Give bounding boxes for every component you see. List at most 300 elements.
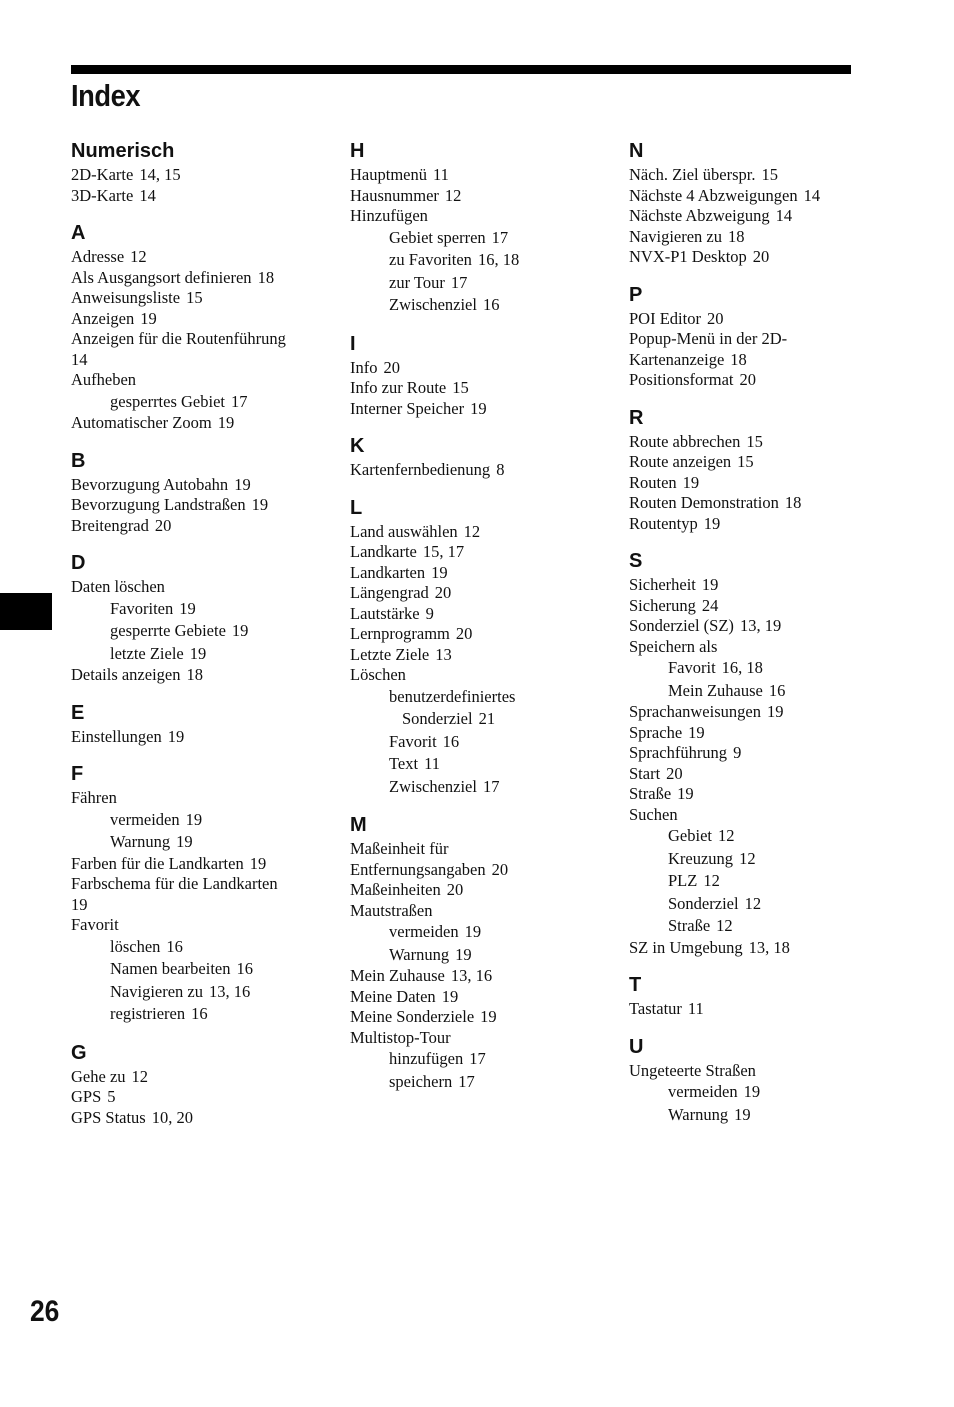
index-entry [629,702,889,723]
entry-page-refs: 19 [441,986,459,1006]
entry-page-refs: 19 [431,562,448,582]
entry-term: Sprachführung [629,743,728,762]
entry-term: Landkarte [350,542,417,561]
entry-term: Namen bearbeiten [110,959,231,978]
index-entry [350,880,610,901]
index-subentry [350,686,610,709]
index-section [350,495,610,799]
entry-page-refs: 15 [746,431,763,451]
index-subentry [71,620,331,643]
entry-term: 14 [71,349,88,369]
index-entry [629,493,889,514]
entry-page-refs: 20 [491,859,509,879]
entry-term: Breitengrad [71,515,149,535]
index-subentry [350,776,610,799]
entry-page-refs: 19 [682,472,700,492]
index-subentry [71,391,331,414]
entry-term: Fähren [71,788,117,807]
index-section [629,972,889,1020]
index-entry [629,370,889,391]
index-column-2 [350,138,610,1107]
index-section [71,1040,331,1129]
entry-term: Maßeinheiten [350,880,441,899]
entry-term: Gebiet sperren [389,227,486,247]
index-entry [350,901,610,922]
entry-page-refs: 16, 18 [721,658,763,677]
entry-page-refs: 19 [677,784,694,803]
index-subentry [629,848,889,871]
entry-term: PLZ [668,871,698,890]
entry-term: Routen Demonstration [629,493,779,512]
index-entry [350,583,610,604]
entry-term: Hauptmenü [350,165,427,184]
index-subentry [629,825,889,848]
index-section [629,548,889,958]
entry-term: 3D-Karte [71,185,134,205]
index-entry [629,637,889,658]
entry-term: Lautstärke [350,603,420,623]
entry-page-refs: 20 [383,357,400,377]
entry-term: Daten löschen [71,577,165,596]
entry-term: Löschen [350,665,406,684]
section-heading: F [71,763,84,785]
index-entry [629,616,889,637]
entry-page-refs: 17 [491,227,509,247]
index-entry [350,206,610,227]
entry-page-refs: 12 [703,871,720,890]
entry-page-refs: 20 [706,308,724,328]
index-entry [629,999,889,1020]
section-heading: N [629,140,644,162]
index-subentry [71,809,331,832]
entry-term: Info [350,357,378,377]
entry-page-refs: 18 [257,267,275,287]
index-entry [350,839,610,860]
entry-term: Hausnummer [350,185,439,205]
entry-page-refs: 9 [425,603,434,623]
index-entry [629,473,889,494]
entry-page-refs: 13, 19 [739,616,782,635]
index-entry [350,378,610,399]
entry-page-refs: 16 [442,731,460,751]
index-entry [350,358,610,379]
index-subentry [350,731,610,754]
index-entry [71,874,331,895]
entry-term: Automatischer Zoom [71,413,212,432]
entry-page-refs: 18 [728,226,745,246]
index-subentry [71,958,331,981]
entry-term: Text [389,754,419,773]
section-heading: K [350,435,365,457]
entry-term: Interner Speicher [350,398,465,418]
entry-page-refs: 12 [717,826,735,845]
section-heading: G [71,1041,87,1064]
entry-term: registrieren [110,1004,186,1023]
index-subentry [350,1048,610,1071]
index-entry [350,542,610,563]
index-entry [71,329,331,350]
index-entry [629,206,889,227]
index-entry [350,987,610,1008]
entry-page-refs: 19 [701,575,719,594]
entry-page-refs: 12 [463,521,481,541]
entry-term: Suchen [629,804,678,824]
entry-page-refs: 12 [716,916,733,935]
entry-term: Straße [629,784,672,803]
entry-term: Anzeigen für die Routenführung [71,329,286,348]
entry-term: SZ in Umgebung [629,937,743,957]
entry-term: Sicherung [629,595,696,615]
entry-term: Speichern als [629,636,718,656]
index-section [350,433,610,481]
entry-term: Als Ausgangsort definieren [71,267,252,287]
entry-page-refs: 13, 18 [748,937,790,957]
entry-term: zur Tour [389,272,445,292]
entry-term: Warnung [668,1104,729,1124]
entry-term: Sonderziel [402,709,473,728]
entry-term: Favoriten [110,598,174,618]
entry-page-refs: 15 [761,165,778,184]
section-heading: H [350,140,365,162]
entry-term: vermeiden [110,809,180,829]
entry-term: POI Editor [629,308,701,328]
entry-page-refs: 19 [455,944,472,964]
index-entry [71,915,331,936]
entry-page-refs: 20 [154,515,172,535]
index-entry [629,784,889,805]
entry-page-refs: 19 [470,398,487,418]
index-subentry [629,1104,889,1127]
index-entry [71,516,331,537]
index-subentry [629,1081,889,1104]
section-heading: D [71,552,86,574]
section-heading: S [629,550,643,572]
index-entry [629,723,889,744]
index-entry [71,370,331,391]
entry-term: GPS [71,1087,102,1106]
entry-page-refs: 19 [703,513,721,533]
entry-term: Route abbrechen [629,431,741,451]
entry-term: Sonderziel [668,893,739,913]
entry-page-refs: 12 [130,247,147,266]
entry-page-refs: 18 [730,349,747,369]
index-subentry [629,657,889,680]
entry-page-refs: 19 [766,702,784,721]
entry-term: Tastatur [629,999,682,1018]
index-entry [629,186,889,207]
entry-term: Näch. Ziel überspr. [629,165,756,184]
entry-term: gesperrtes Gebiet [110,391,225,411]
entry-term: Einstellungen [71,726,162,746]
index-entry [629,1061,889,1082]
index-column-1 [71,138,331,1142]
index-entry [350,522,610,543]
index-entry [629,247,889,268]
entry-term: Route anzeigen [629,452,732,471]
entry-term: Warnung [389,944,450,964]
entry-page-refs: 11 [687,999,704,1018]
entry-page-refs: 12 [739,848,756,868]
page-title: Index [71,78,141,113]
index-entry [71,1067,331,1088]
entry-term: Mein Zuhause [668,680,763,700]
index-entry [71,288,331,309]
entry-page-refs: 19 [185,809,203,829]
index-entry [350,645,610,666]
entry-page-refs: 17 [469,1049,486,1068]
entry-term: Mein Zuhause [350,966,445,985]
entry-term: Anweisungsliste [71,288,181,307]
entry-page-refs: 12 [444,185,462,205]
index-entry [71,309,331,330]
entry-term: Details anzeigen [71,665,181,684]
entry-page-refs: 11 [424,754,440,773]
entry-term: Multistop-Tour [350,1027,451,1047]
entry-term: Bevorzugung Landstraßen [71,495,246,514]
index-entry [71,665,331,686]
index-entry [629,938,889,959]
index-entry [71,165,331,186]
entry-term: letzte Ziele [110,643,184,663]
entry-term: Farben für die Landkarten [71,853,244,873]
index-subentry [629,915,889,938]
index-subentry [71,831,331,854]
index-subentry [71,1003,331,1026]
entry-page-refs: 16 [482,295,500,314]
entry-page-refs: 19 [179,598,196,618]
entry-term: hinzufügen [389,1049,464,1068]
entry-page-refs: 14 [775,206,793,225]
entry-page-refs: 19 [234,474,251,494]
entry-page-refs: 20 [434,583,452,602]
section-heading: U [629,1035,644,1058]
entry-page-refs: 17 [482,776,500,796]
index-section [71,700,331,748]
entry-term: Gehe zu [71,1066,126,1086]
entry-page-refs: 8 [496,460,505,479]
index-section [350,331,610,420]
entry-page-refs: 19 [464,922,482,941]
entry-term: vermeiden [668,1082,738,1101]
entry-page-refs: 19 [189,643,207,663]
entry-term: Sprachanweisungen [629,702,761,721]
index-subentry [350,1071,610,1094]
page-number: 26 [30,1295,60,1328]
index-entry [71,413,331,434]
index-entry [71,788,331,809]
entry-term: Kartenfernbedienung [350,460,491,479]
index-section [71,550,331,686]
entry-term: GPS Status [71,1107,146,1127]
index-subentry [71,598,331,621]
entry-page-refs: 5 [107,1087,116,1106]
index-entry [71,475,331,496]
entry-page-refs: 15 [452,378,469,397]
entry-term: Mautstraßen [350,900,433,920]
index-subentry [71,981,331,1004]
index-entry [71,247,331,268]
entry-term: 2D-Karte [71,165,134,184]
index-entry [629,165,889,186]
index-column-3 [629,138,889,1140]
index-section [629,282,889,391]
entry-page-refs: 14, 15 [139,165,181,184]
entry-page-refs: 17 [458,1071,475,1091]
entry-page-refs: 15 [737,452,754,471]
index-entry [629,309,889,330]
entry-term: Warnung [110,832,171,851]
entry-term: Anzeigen [71,308,135,328]
section-heading: I [350,332,356,355]
entry-page-refs: 16, 18 [477,250,520,269]
entry-page-refs: 14 [139,185,156,205]
entry-page-refs: 20 [446,880,464,899]
index-entry [350,165,610,186]
entry-page-refs: 19 [249,853,267,873]
index-subentry [629,680,889,703]
index-entry [71,268,331,289]
index-section [71,138,331,206]
index-subentry [350,708,610,731]
index-section [350,812,610,1093]
index-entry [350,460,610,481]
entry-term: Positionsformat [629,370,734,389]
entry-term: Land auswählen [350,521,458,541]
entry-term: Nächste Abzweigung [629,206,770,225]
entry-page-refs: 17 [450,272,468,292]
index-entry [71,186,331,207]
entry-term: Farbschema für die Landkarten [71,874,278,893]
index-subentry [629,893,889,916]
index-entry [629,432,889,453]
index-entry [71,854,331,875]
entry-term: Popup-Menü in der 2D- [629,329,788,348]
entry-page-refs: 15 [186,288,203,307]
section-heading: Numerisch [71,140,175,162]
entry-term: Nächste 4 Abzweigungen [629,185,798,205]
entry-page-refs: 17 [231,391,248,411]
index-entry [350,860,610,881]
entry-term: 19 [71,894,88,914]
entry-term: Zwischenziel [389,776,477,796]
entry-page-refs: 19 [734,1104,751,1124]
entry-term: Sicherheit [629,575,696,594]
section-heading: B [71,449,86,472]
index-entry [629,575,889,596]
entry-page-refs: 15, 17 [422,542,465,561]
section-heading: P [629,283,643,306]
entry-page-refs: 19 [140,308,157,328]
index-entry [350,665,610,686]
entry-page-refs: 9 [733,743,742,762]
section-heading: T [629,974,642,996]
entry-term: Meine Sonderziele [350,1007,475,1026]
entry-term: Start [629,763,661,783]
entry-term: Navigieren zu [110,981,203,1001]
entry-page-refs: 16 [191,1004,208,1023]
entry-term: Routentyp [629,513,698,533]
index-entry [71,727,331,748]
index-subentry [350,944,610,967]
index-section [350,138,610,317]
index-entry [350,399,610,420]
entry-page-refs: 19 [743,1082,761,1101]
entry-page-refs: 20 [752,247,770,266]
section-heading: E [71,701,85,724]
entry-page-refs: 20 [739,370,757,389]
index-entry [71,1087,331,1108]
entry-page-refs: 21 [478,709,496,728]
entry-page-refs: 20 [666,763,683,783]
entry-page-refs: 18 [186,665,203,684]
index-entry [350,186,610,207]
index-entry [629,805,889,826]
index-entry [71,495,331,516]
section-heading: M [350,814,367,836]
entry-term: Sonderziel (SZ) [629,616,734,635]
entry-term: Bevorzugung Autobahn [71,474,229,494]
section-heading: A [71,222,86,244]
index-entry [629,596,889,617]
index-subentry [350,921,610,944]
entry-page-refs: 19 [167,726,185,746]
index-entry [629,743,889,764]
index-entry [350,1028,610,1049]
entry-page-refs: 12 [131,1066,149,1086]
index-entry [629,452,889,473]
entry-page-refs: 13 [435,644,452,664]
index-section [629,138,889,268]
entry-page-refs: 16 [768,680,786,700]
section-heading: R [629,406,644,429]
entry-term: Navigieren zu [629,226,722,246]
entry-page-refs: 10, 20 [151,1107,193,1127]
entry-page-refs: 16 [236,959,253,978]
entry-term: Gebiet [668,826,712,845]
entry-term: Maßeinheit für [350,839,449,858]
entry-page-refs: 19 [480,1007,497,1026]
index-subentry [350,249,610,272]
entry-term: Zwischenziel [389,295,477,314]
entry-page-refs: 20 [455,624,473,643]
index-entry [71,895,331,916]
entry-term: Landkarten [350,562,426,582]
index-entry [350,624,610,645]
entry-term: Kreuzung [668,848,734,868]
index-entry [629,764,889,785]
entry-term: Meine Daten [350,986,436,1006]
index-section [71,448,331,537]
index-entry [629,514,889,535]
index-subentry [629,870,889,893]
entry-term: Favorit [668,658,716,677]
entry-page-refs: 24 [701,595,719,615]
index-entry [71,350,331,371]
entry-page-refs: 13, 16 [450,966,493,985]
entry-page-refs: 12 [744,893,762,913]
entry-term: Sprache [629,722,683,742]
entry-page-refs: 19 [231,621,249,640]
section-heading: L [350,496,363,519]
entry-term: zu Favoriten [389,250,472,269]
entry-page-refs: 14 [803,185,821,205]
entry-term: NVX-P1 Desktop [629,247,747,266]
entry-page-refs: 19 [688,722,705,742]
entry-page-refs: 19 [176,832,193,851]
entry-page-refs: 16 [166,936,183,956]
entry-term: Ungeteerte Straßen [629,1060,756,1080]
index-entry [350,563,610,584]
